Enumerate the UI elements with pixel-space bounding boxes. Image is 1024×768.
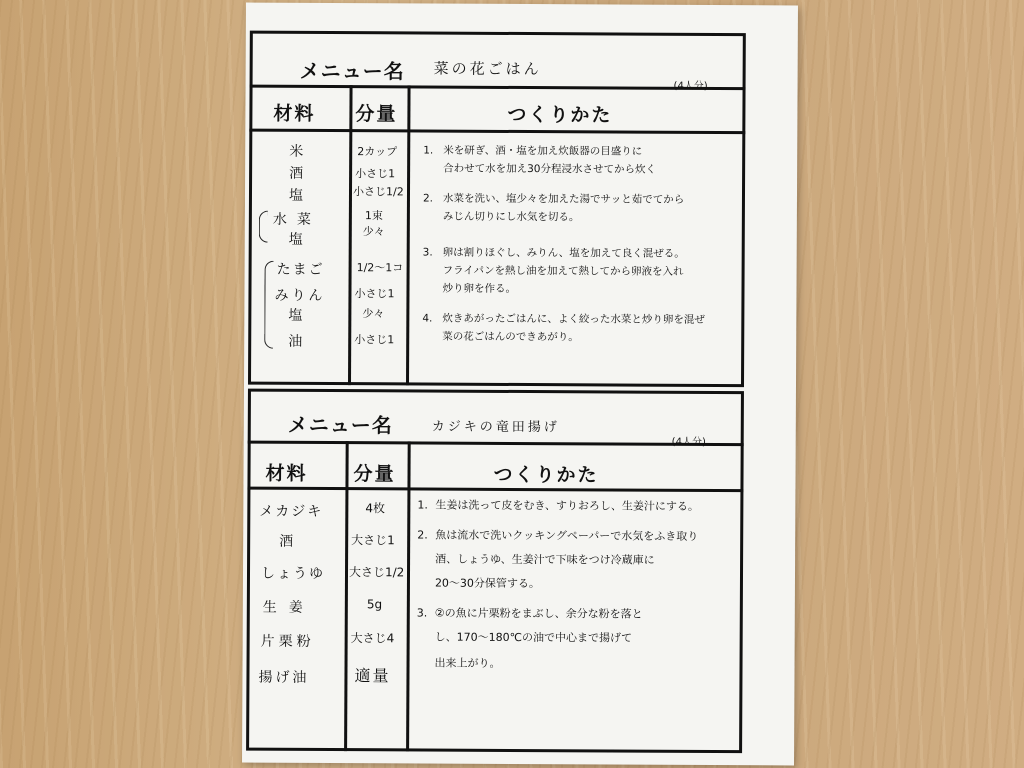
menu1-step-line: 菜の花ごはんのできあがり。 [442,330,579,344]
menu1-header-ingredients: 材料 [273,102,316,125]
menu2-header-ingredients: 材料 [265,462,308,485]
menu2-amount: 4枚 [365,501,386,516]
menu1-ingredient: 塩 [288,231,303,248]
menu2-amount: 大さじ4 [350,631,395,646]
menu2-step-line: 20〜30分保管する。 [434,576,540,591]
menu2-ingredient: 片栗粉 [260,633,315,650]
menu2-amount: 大さじ1 [351,533,395,548]
menu2-step-line: ②の魚に片栗粉をまぶし、余分な粉を落と [434,606,643,621]
menu1-amount: 小さじ1 [354,333,395,347]
menu1-header-amount: 分量 [355,103,398,126]
menu1-step-number: 3. [422,246,433,259]
menu1-step-line: 卵は割りほぐし、みりん、塩を加えて良く混ぜる。 [442,246,685,260]
menu1-amount: 小さじ1 [355,167,396,181]
menu1-servings: (4人分) [673,80,708,92]
menu1-step-line: みじん切りにし水気を切る。 [442,210,580,224]
menu1-ingredient: 塩 [288,307,303,324]
recipe-sheet [242,3,798,766]
menu1-ingredient: 酒 [289,165,304,182]
menu1-amount: 2カップ [357,145,398,159]
menu1-step-number: 2. [422,192,434,205]
menu2-ingredient: 生姜 [262,599,315,616]
menu2-servings: (4人分) [671,436,706,448]
menu2-ingredient: しょうゆ [260,565,326,582]
menu2-step-line: 魚は流水で洗いクッキングペーパーで水気をふき取り [435,528,699,543]
menu2-ingredient: 酒 [279,533,296,550]
menu1-amount: 小さじ1/2 [352,185,404,199]
menu1-ingredient: みりん [274,287,326,304]
menu1-ingredient: 米 [289,143,304,160]
menu2-step-number: 3. [416,606,428,620]
menu2-step-line: 酒、しょうゆ、生姜汁で下味をつけ冷蔵庫に [435,552,655,567]
menu1-amount: 少々 [362,307,385,321]
menu1-bracket-mizuna [259,211,268,243]
menu1-ingredient: 塩 [288,187,304,204]
menu1-ingredient: たまご [276,261,325,278]
menu1-ingredient: 水菜 [272,211,321,228]
menu2-amount: 大さじ1/2 [348,565,405,580]
menu2-label: メニュー名 [287,412,393,438]
menu2-amount: 5g [366,597,383,612]
menu2-step-line: し、170〜180℃の油で中心まで揚げて [434,630,633,645]
menu2-name: カジキの竜田揚げ [431,419,560,436]
menu1-name: 菜の花ごはん [433,59,542,79]
menu1-step-number: 1. [423,144,434,157]
menu1-amount: 1/2〜1コ [356,261,404,275]
menu1-amount: 少々 [362,225,385,239]
menu1-step-line: 米を研ぎ、酒・塩を加え炊飯器の目盛りに [443,144,643,158]
menu2-step-number: 2. [417,528,428,542]
menu1-step-line: 水菜を洗い、塩少々を加えた湯でサッと茹でてから [442,192,685,206]
menu2-step-number: 1. [417,498,428,512]
menu2-step-line: 出来上がり。 [434,656,501,670]
menu1-bracket-egg [264,261,273,349]
menu2-header-method: つくりかた [493,463,599,487]
menu1-step-line: 炒り卵を作る。 [442,282,517,295]
menu2-step-line: 生姜は洗って皮をむき、すりおろし、生姜汁にする。 [435,498,699,513]
menu2-ingredient: 揚げ油 [258,669,310,686]
menu1-label: メニュー名 [299,58,405,84]
menu1-ingredient: 油 [288,333,303,350]
menu1-amount: 小さじ1 [354,287,395,301]
menu2-header-amount: 分量 [353,463,396,486]
menu2-ingredient: メカジキ [259,503,324,520]
menu1-step-line: フライパンを熱し油を加えて熱してから卵液を入れ [442,264,684,278]
menu1-amount: 1束 [364,209,383,223]
menu2-amount: 適量 [354,666,391,686]
menu1-header-method: つくりかた [507,103,613,127]
menu1-step-line: 炊きあがったごはんに、よく絞った水菜と炒り卵を混ぜ [442,312,705,326]
menu1-step-number: 4. [422,312,433,325]
menu1-step-line: 合わせて水を加え30分程浸水させてから炊く [443,162,657,176]
